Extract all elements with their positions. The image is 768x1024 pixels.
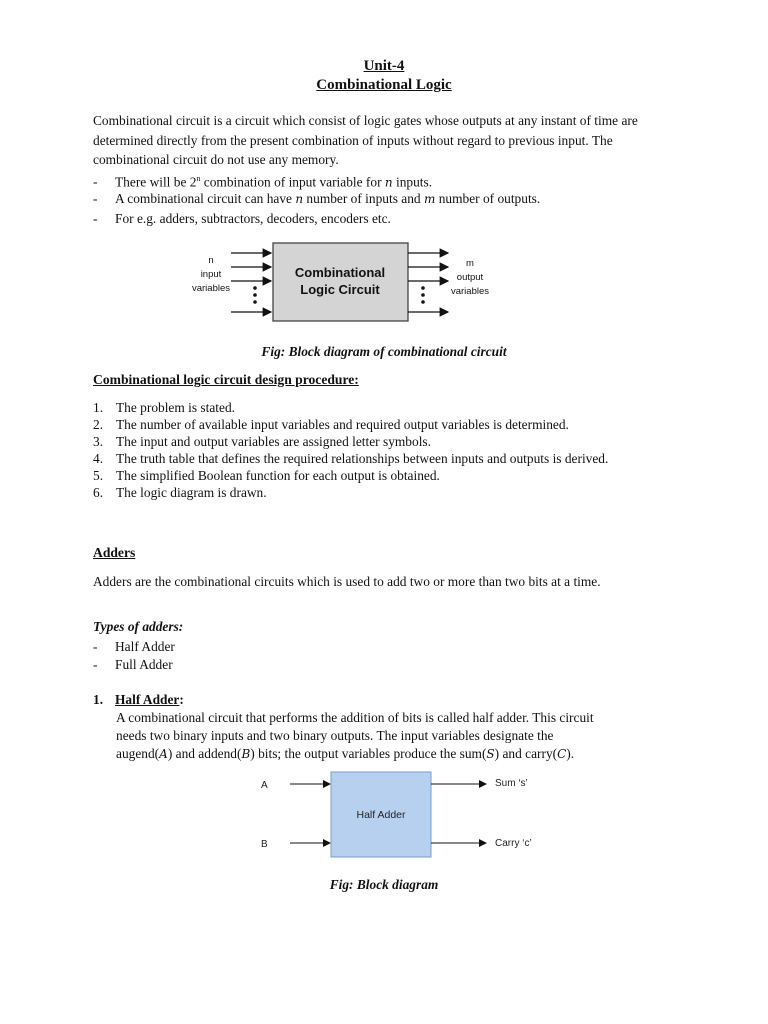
input-label: input bbox=[200, 269, 222, 280]
half-adder-line-1: A combinational circuit that performs the addition of bits is called half adder. This circuit bbox=[116, 710, 594, 725]
output-label: output bbox=[456, 272, 484, 283]
half-adder-line-3: augend(A) and addend(B) bits; the output variables produce the sum(S) and carry(C). bbox=[116, 746, 575, 761]
list-item: 3. The input and output variables are assigned letter symbols. bbox=[93, 434, 431, 449]
intro-paragraph: Combinational circuit is a circuit which consist of logic gates whose outputs at any instant of time are determined directly from the present combination of inputs without regard to previous input. The combinational circuit do not use any memory. bbox=[93, 113, 638, 167]
carry-output-label: Carry ‘c’ bbox=[495, 838, 532, 849]
output-variables-label: variables bbox=[450, 286, 490, 297]
adder-type-item: - Half Adder bbox=[93, 639, 175, 654]
combinational-block-diagram bbox=[185, 240, 505, 330]
intro-bullet-3: - For e.g. adders, subtractors, decoders, encoders etc. bbox=[93, 211, 391, 226]
page-title: Combinational Logic bbox=[316, 77, 452, 93]
figure2-caption: Fig: Block diagram bbox=[329, 877, 439, 892]
intro-bullet-1: - There will be 2$^n$ combination of input variable for n inputs. bbox=[93, 174, 433, 190]
intro-bullet-2: - A combinational circuit can have n number of inputs and m number of outputs. bbox=[93, 191, 541, 206]
list-item: 4. The truth table that defines the required relationships between inputs and outputs is derived. bbox=[93, 451, 609, 466]
procedure-list bbox=[93, 399, 653, 501]
adders-heading: Adders bbox=[93, 545, 136, 560]
list-item: 2. The number of available input variables and required output variables is determined. bbox=[93, 417, 569, 432]
input-variables-label: variables bbox=[191, 283, 231, 294]
types-of-adders-heading: Types of adders: bbox=[93, 619, 184, 634]
list-item: 5. The simplified Boolean function for each output is obtained. bbox=[93, 468, 440, 483]
figure1-caption: Fig: Block diagram of combinational circuit bbox=[261, 344, 507, 359]
adder-type-item: - Full Adder bbox=[93, 657, 173, 672]
adders-paragraph: Adders are the combinational circuits which is used to add two or more than two bits at a time. bbox=[93, 574, 601, 589]
half-adder-block-label: Half Adder bbox=[356, 809, 406, 821]
input-n-label: n bbox=[208, 255, 214, 266]
unit-title: Unit-4 bbox=[363, 58, 405, 74]
output-m-label: m bbox=[466, 258, 474, 269]
block-label-line2: Logic Circuit bbox=[300, 282, 380, 297]
half-adder-line-2: needs two binary inputs and two binary outputs. The input variables designate the bbox=[116, 728, 554, 743]
block-label-line1: Combinational bbox=[294, 265, 386, 280]
list-item: 1. The problem is stated. bbox=[93, 400, 235, 415]
input-a-label: A bbox=[261, 780, 268, 791]
half-adder-block-diagram bbox=[250, 768, 550, 863]
sum-output-label: Sum ‘s’ bbox=[495, 778, 528, 789]
list-item: 6. The logic diagram is drawn. bbox=[93, 485, 267, 500]
procedure-heading: Combinational logic circuit design procedure: bbox=[93, 372, 359, 387]
input-b-label: B bbox=[261, 839, 268, 850]
half-adder-heading: 1. Half Adder: bbox=[93, 692, 184, 707]
